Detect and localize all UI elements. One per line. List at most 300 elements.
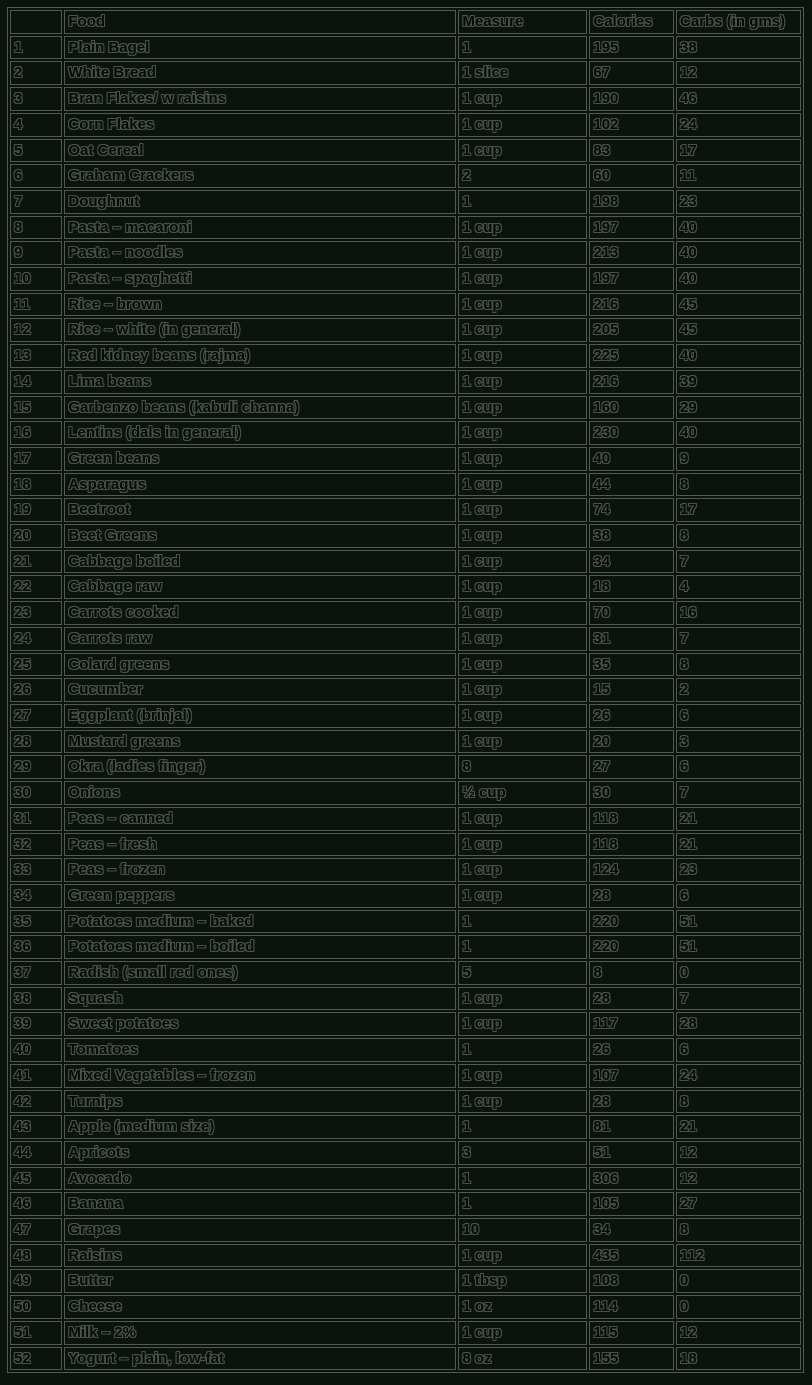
table-row — [10, 910, 801, 934]
cell-carbs: 38 — [676, 36, 801, 60]
cell-no: 10 — [10, 267, 62, 291]
cell-calories: 205 — [589, 318, 674, 342]
cell-no: 19 — [10, 498, 62, 522]
cell-no: 5 — [10, 139, 62, 163]
cell-no: 52 — [10, 1347, 62, 1371]
cell-food: Pasta – spaghetti — [64, 267, 456, 291]
cell-measure: 1 cup — [458, 421, 587, 445]
table-row — [10, 1115, 801, 1139]
table-row — [10, 396, 801, 420]
cell-no: 51 — [10, 1321, 62, 1345]
cell-food: Rice – brown — [64, 293, 456, 317]
cell-measure: 2 — [458, 164, 587, 188]
cell-food: Red kidney beans (rajma) — [64, 344, 456, 368]
cell-measure: 1 cup — [458, 473, 587, 497]
cell-calories: 118 — [589, 833, 674, 857]
cell-carbs: 21 — [676, 1115, 801, 1139]
cell-carbs: 18 — [676, 1347, 801, 1371]
cell-measure: 1 cup — [458, 1012, 587, 1036]
cell-food: Plain Bagel — [64, 36, 456, 60]
cell-measure: 1 cup — [458, 833, 587, 857]
cell-calories: 40 — [589, 447, 674, 471]
cell-no: 33 — [10, 858, 62, 882]
cell-no: 31 — [10, 807, 62, 831]
cell-measure: 1 cup — [458, 704, 587, 728]
cell-carbs: 40 — [676, 216, 801, 240]
table-row — [10, 730, 801, 754]
header-cell-number — [10, 10, 62, 34]
cell-food: Carrots cooked — [64, 601, 456, 625]
cell-measure: 1 cup — [458, 344, 587, 368]
cell-carbs: 17 — [676, 498, 801, 522]
cell-carbs: 40 — [676, 267, 801, 291]
cell-calories: 115 — [589, 1321, 674, 1345]
cell-carbs: 23 — [676, 190, 801, 214]
cell-no: 6 — [10, 164, 62, 188]
cell-food: Radish (small red ones) — [64, 961, 456, 985]
cell-no: 4 — [10, 113, 62, 137]
cell-carbs: 12 — [676, 1321, 801, 1345]
table-row — [10, 1269, 801, 1293]
cell-no: 42 — [10, 1090, 62, 1114]
cell-no: 24 — [10, 627, 62, 651]
cell-food: Cabbage raw — [64, 575, 456, 599]
cell-carbs: 0 — [676, 1269, 801, 1293]
cell-calories: 27 — [589, 755, 674, 779]
cell-food: Peas – canned — [64, 807, 456, 831]
table-row — [10, 61, 801, 85]
cell-food: Bran Flakes/ w raisins — [64, 87, 456, 111]
table-row — [10, 164, 801, 188]
cell-carbs: 112 — [676, 1244, 801, 1268]
cell-no: 13 — [10, 344, 62, 368]
cell-no: 44 — [10, 1141, 62, 1165]
cell-food: Rice – white (in general) — [64, 318, 456, 342]
header-cell-measure: Measure — [458, 10, 587, 34]
cell-calories: 213 — [589, 241, 674, 265]
cell-calories: 35 — [589, 653, 674, 677]
cell-measure: 1 cup — [458, 139, 587, 163]
cell-no: 27 — [10, 704, 62, 728]
cell-measure: 1 cup — [458, 653, 587, 677]
cell-measure: 1 cup — [458, 550, 587, 574]
table-row — [10, 807, 801, 831]
cell-no: 36 — [10, 935, 62, 959]
cell-carbs: 7 — [676, 987, 801, 1011]
cell-food: Eggplant (brinjal) — [64, 704, 456, 728]
cell-measure: 1 cup — [458, 216, 587, 240]
cell-measure: 1 cup — [458, 370, 587, 394]
cell-calories: 190 — [589, 87, 674, 111]
cell-carbs: 29 — [676, 396, 801, 420]
cell-measure: 3 — [458, 1141, 587, 1165]
cell-measure: 1 oz — [458, 1295, 587, 1319]
cell-no: 23 — [10, 601, 62, 625]
table-row — [10, 1347, 801, 1371]
cell-no: 46 — [10, 1192, 62, 1216]
table-row — [10, 1012, 801, 1036]
cell-calories: 155 — [589, 1347, 674, 1371]
cell-measure: 1 cup — [458, 241, 587, 265]
cell-food: Grapes — [64, 1218, 456, 1242]
cell-carbs: 8 — [676, 524, 801, 548]
cell-measure: 1 cup — [458, 293, 587, 317]
cell-calories: 31 — [589, 627, 674, 651]
cell-carbs: 21 — [676, 833, 801, 857]
cell-food: Avocado — [64, 1167, 456, 1191]
cell-calories: 198 — [589, 190, 674, 214]
cell-food: Graham Crackers — [64, 164, 456, 188]
cell-food: Garbenzo beans (kabuli channa) — [64, 396, 456, 420]
cell-food: Peas – frozen — [64, 858, 456, 882]
cell-no: 7 — [10, 190, 62, 214]
cell-calories: 26 — [589, 1038, 674, 1062]
table-row — [10, 498, 801, 522]
cell-carbs: 9 — [676, 447, 801, 471]
cell-no: 49 — [10, 1269, 62, 1293]
table-row — [10, 627, 801, 651]
cell-no: 9 — [10, 241, 62, 265]
cell-food: Green beans — [64, 447, 456, 471]
cell-carbs: 11 — [676, 164, 801, 188]
cell-no: 20 — [10, 524, 62, 548]
cell-no: 2 — [10, 61, 62, 85]
cell-no: 11 — [10, 293, 62, 317]
cell-calories: 225 — [589, 344, 674, 368]
cell-carbs: 12 — [676, 1167, 801, 1191]
cell-calories: 105 — [589, 1192, 674, 1216]
cell-no: 40 — [10, 1038, 62, 1062]
table-row — [10, 601, 801, 625]
cell-measure: 1 cup — [458, 987, 587, 1011]
cell-food: Potatoes medium – boiled — [64, 935, 456, 959]
table-row — [10, 704, 801, 728]
cell-measure: 1 cup — [458, 113, 587, 137]
cell-carbs: 8 — [676, 653, 801, 677]
cell-calories: 107 — [589, 1064, 674, 1088]
cell-carbs: 8 — [676, 1090, 801, 1114]
cell-measure: 1 — [458, 1038, 587, 1062]
cell-food: Cucumber — [64, 678, 456, 702]
cell-measure: 1 — [458, 1192, 587, 1216]
cell-carbs: 51 — [676, 935, 801, 959]
table-row — [10, 447, 801, 471]
table-row — [10, 1038, 801, 1062]
cell-carbs: 17 — [676, 139, 801, 163]
cell-food: Carrots raw — [64, 627, 456, 651]
table-row — [10, 421, 801, 445]
cell-no: 28 — [10, 730, 62, 754]
table-row — [10, 216, 801, 240]
cell-no: 50 — [10, 1295, 62, 1319]
cell-measure: 1 cup — [458, 1064, 587, 1088]
cell-measure: 1 cup — [458, 318, 587, 342]
table-row — [10, 344, 801, 368]
table-row — [10, 858, 801, 882]
cell-food: Oat Cereal — [64, 139, 456, 163]
table-row — [10, 755, 801, 779]
cell-measure: 5 — [458, 961, 587, 985]
cell-no: 47 — [10, 1218, 62, 1242]
cell-food: Cheese — [64, 1295, 456, 1319]
cell-no: 17 — [10, 447, 62, 471]
cell-carbs: 21 — [676, 807, 801, 831]
cell-no: 12 — [10, 318, 62, 342]
cell-carbs: 12 — [676, 1141, 801, 1165]
cell-calories: 216 — [589, 293, 674, 317]
cell-food: Tomatoes — [64, 1038, 456, 1062]
cell-measure: 1 cup — [458, 575, 587, 599]
cell-measure: ½ cup — [458, 781, 587, 805]
cell-calories: 306 — [589, 1167, 674, 1191]
cell-measure: 1 cup — [458, 807, 587, 831]
cell-food: Asparagus — [64, 473, 456, 497]
cell-calories: 102 — [589, 113, 674, 137]
cell-food: Lima beans — [64, 370, 456, 394]
cell-food: Squash — [64, 987, 456, 1011]
cell-food: Apple (medium size) — [64, 1115, 456, 1139]
table-row — [10, 1218, 801, 1242]
cell-carbs: 40 — [676, 421, 801, 445]
cell-carbs: 45 — [676, 293, 801, 317]
cell-food: Apricots — [64, 1141, 456, 1165]
cell-no: 22 — [10, 575, 62, 599]
cell-no: 15 — [10, 396, 62, 420]
table-row — [10, 370, 801, 394]
cell-calories: 117 — [589, 1012, 674, 1036]
table-row — [10, 550, 801, 574]
cell-measure: 1 cup — [458, 1090, 587, 1114]
cell-food: Potatoes medium – baked — [64, 910, 456, 934]
cell-calories: 34 — [589, 550, 674, 574]
cell-food: Lentins (dals in general) — [64, 421, 456, 445]
cell-calories: 28 — [589, 987, 674, 1011]
cell-carbs: 0 — [676, 1295, 801, 1319]
table-row — [10, 1321, 801, 1345]
cell-calories: 197 — [589, 267, 674, 291]
cell-measure: 1 cup — [458, 678, 587, 702]
cell-calories: 108 — [589, 1269, 674, 1293]
cell-carbs: 24 — [676, 1064, 801, 1088]
table-row — [10, 241, 801, 265]
cell-measure: 1 — [458, 910, 587, 934]
table-row — [10, 1064, 801, 1088]
header-row — [10, 10, 801, 34]
cell-measure: 1 cup — [458, 447, 587, 471]
cell-measure: 1 cup — [458, 498, 587, 522]
cell-calories: 28 — [589, 884, 674, 908]
cell-food: Pasta – noodles — [64, 241, 456, 265]
cell-carbs: 4 — [676, 575, 801, 599]
table-row — [10, 653, 801, 677]
table-row — [10, 113, 801, 137]
cell-measure: 1 cup — [458, 858, 587, 882]
cell-calories: 34 — [589, 1218, 674, 1242]
cell-no: 21 — [10, 550, 62, 574]
cell-no: 39 — [10, 1012, 62, 1036]
cell-food: Sweet potatoes — [64, 1012, 456, 1036]
cell-food: White Bread — [64, 61, 456, 85]
cell-food: Raisins — [64, 1244, 456, 1268]
cell-no: 14 — [10, 370, 62, 394]
table-body — [10, 36, 801, 1371]
table-row — [10, 884, 801, 908]
cell-no: 25 — [10, 653, 62, 677]
cell-carbs: 6 — [676, 884, 801, 908]
cell-food: Turnips — [64, 1090, 456, 1114]
cell-calories: 124 — [589, 858, 674, 882]
cell-food: Green peppers — [64, 884, 456, 908]
cell-carbs: 24 — [676, 113, 801, 137]
cell-measure: 1 tbsp — [458, 1269, 587, 1293]
table-row — [10, 1192, 801, 1216]
cell-carbs: 39 — [676, 370, 801, 394]
cell-calories: 230 — [589, 421, 674, 445]
cell-food: Banana — [64, 1192, 456, 1216]
cell-carbs: 40 — [676, 344, 801, 368]
cell-no: 30 — [10, 781, 62, 805]
table-row — [10, 961, 801, 985]
cell-carbs: 28 — [676, 1012, 801, 1036]
cell-calories: 70 — [589, 601, 674, 625]
cell-food: Okra (ladies finger) — [64, 755, 456, 779]
food-calorie-carb-table — [7, 7, 804, 1373]
cell-food: Doughnut — [64, 190, 456, 214]
table-row — [10, 267, 801, 291]
cell-food: Beet Greens — [64, 524, 456, 548]
cell-carbs: 8 — [676, 1218, 801, 1242]
cell-food: Milk – 2% — [64, 1321, 456, 1345]
table-row — [10, 1090, 801, 1114]
cell-measure: 1 cup — [458, 1244, 587, 1268]
cell-no: 18 — [10, 473, 62, 497]
cell-no: 41 — [10, 1064, 62, 1088]
cell-carbs: 0 — [676, 961, 801, 985]
cell-no: 32 — [10, 833, 62, 857]
table-row — [10, 36, 801, 60]
cell-food: Mustard greens — [64, 730, 456, 754]
table-row — [10, 318, 801, 342]
cell-measure: 1 — [458, 935, 587, 959]
cell-carbs: 6 — [676, 1038, 801, 1062]
cell-no: 37 — [10, 961, 62, 985]
cell-no: 43 — [10, 1115, 62, 1139]
cell-measure: 1 cup — [458, 524, 587, 548]
cell-no: 35 — [10, 910, 62, 934]
cell-measure: 8 — [458, 755, 587, 779]
cell-food: Colard greens — [64, 653, 456, 677]
cell-calories: 15 — [589, 678, 674, 702]
table-row — [10, 1141, 801, 1165]
cell-calories: 8 — [589, 961, 674, 985]
cell-carbs: 3 — [676, 730, 801, 754]
table-row — [10, 524, 801, 548]
cell-food: Cabbage boiled — [64, 550, 456, 574]
cell-carbs: 51 — [676, 910, 801, 934]
table-row — [10, 833, 801, 857]
cell-food: Butter — [64, 1269, 456, 1293]
cell-no: 16 — [10, 421, 62, 445]
cell-calories: 28 — [589, 1090, 674, 1114]
header-cell-calories: Calories — [589, 10, 674, 34]
cell-no: 3 — [10, 87, 62, 111]
cell-calories: 38 — [589, 524, 674, 548]
cell-carbs: 7 — [676, 781, 801, 805]
cell-no: 48 — [10, 1244, 62, 1268]
cell-carbs: 8 — [676, 473, 801, 497]
cell-carbs: 40 — [676, 241, 801, 265]
cell-food: Corn Flakes — [64, 113, 456, 137]
cell-food: Pasta – macaroni — [64, 216, 456, 240]
cell-carbs: 16 — [676, 601, 801, 625]
cell-measure: 1 — [458, 190, 587, 214]
cell-food: Yogurt – plain, low-fat — [64, 1347, 456, 1371]
cell-no: 8 — [10, 216, 62, 240]
table-row — [10, 1244, 801, 1268]
header-cell-food: Food — [64, 10, 456, 34]
cell-carbs: 2 — [676, 678, 801, 702]
cell-calories: 435 — [589, 1244, 674, 1268]
cell-carbs: 7 — [676, 550, 801, 574]
cell-carbs: 27 — [676, 1192, 801, 1216]
cell-measure: 1 cup — [458, 627, 587, 651]
cell-no: 34 — [10, 884, 62, 908]
cell-calories: 18 — [589, 575, 674, 599]
cell-measure: 8 oz — [458, 1347, 587, 1371]
cell-carbs: 23 — [676, 858, 801, 882]
cell-calories: 26 — [589, 704, 674, 728]
cell-carbs: 6 — [676, 755, 801, 779]
cell-measure: 1 — [458, 1167, 587, 1191]
cell-measure: 1 cup — [458, 601, 587, 625]
cell-food: Mixed Vegetables – frozen — [64, 1064, 456, 1088]
cell-carbs: 46 — [676, 87, 801, 111]
table-row — [10, 575, 801, 599]
table-row — [10, 190, 801, 214]
table-row — [10, 935, 801, 959]
cell-measure: 1 cup — [458, 267, 587, 291]
cell-measure: 1 cup — [458, 884, 587, 908]
table-row — [10, 781, 801, 805]
cell-calories: 216 — [589, 370, 674, 394]
cell-no: 29 — [10, 755, 62, 779]
cell-carbs: 6 — [676, 704, 801, 728]
cell-measure: 1 cup — [458, 730, 587, 754]
table-row — [10, 473, 801, 497]
table-row — [10, 139, 801, 163]
cell-measure: 1 slice — [458, 61, 587, 85]
cell-measure: 1 cup — [458, 87, 587, 111]
cell-food: Onions — [64, 781, 456, 805]
table-row — [10, 987, 801, 1011]
cell-calories: 20 — [589, 730, 674, 754]
cell-calories: 81 — [589, 1115, 674, 1139]
cell-carbs: 7 — [676, 627, 801, 651]
cell-carbs: 12 — [676, 61, 801, 85]
table-row — [10, 1167, 801, 1191]
cell-food: Peas – fresh — [64, 833, 456, 857]
cell-calories: 44 — [589, 473, 674, 497]
cell-no: 45 — [10, 1167, 62, 1191]
cell-no: 38 — [10, 987, 62, 1011]
cell-calories: 114 — [589, 1295, 674, 1319]
cell-calories: 67 — [589, 61, 674, 85]
cell-measure: 10 — [458, 1218, 587, 1242]
cell-calories: 118 — [589, 807, 674, 831]
table-row — [10, 678, 801, 702]
table-row — [10, 87, 801, 111]
header-cell-carbs: Carbs (in gms) — [676, 10, 801, 34]
